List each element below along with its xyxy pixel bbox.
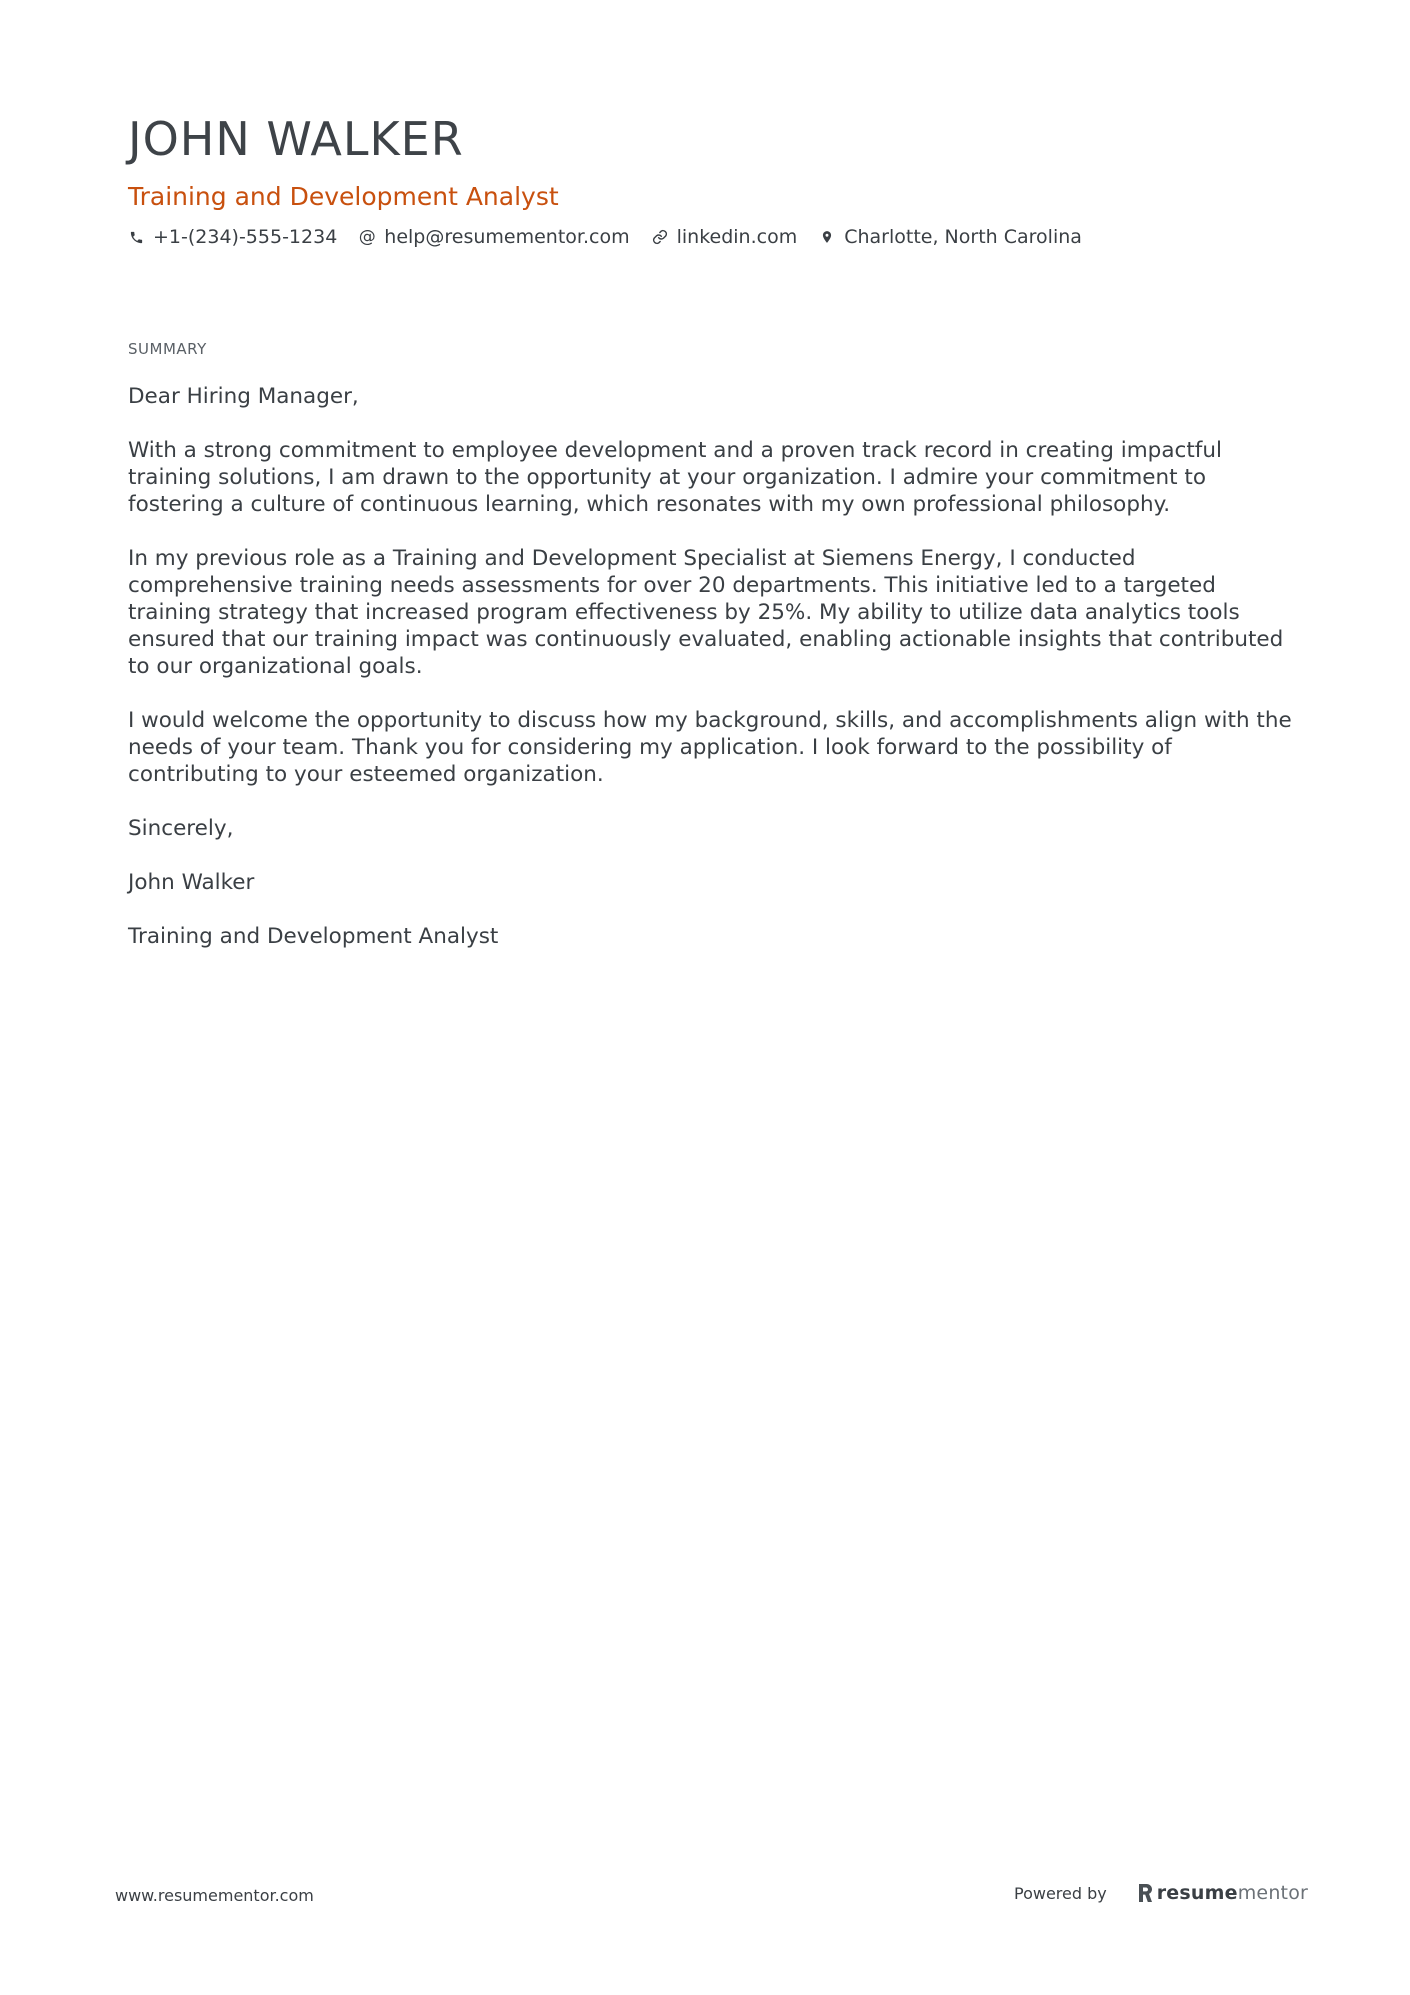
resumementor-logo-icon xyxy=(1137,1883,1153,1903)
contact-location-text: Charlotte, North Carolina xyxy=(844,226,1082,248)
signature-name: John Walker xyxy=(128,870,255,895)
contact-location xyxy=(819,226,1082,248)
letter-paragraph-2: In my previous role as a Training and Development Specialist at Siemens Energy, I conducted comprehensive training needs assessments for over 20 departments. This initiative led to a targeted training strategy that increased program effectiveness by 25%. My ability to utilize data analytics tools ensured that our training impact was continuously evaluated, enabling actionable insights that contributed to our organizational goals. xyxy=(128,546,1284,679)
letter-closing: Sincerely, xyxy=(128,816,234,841)
link-icon xyxy=(652,229,668,245)
candidate-name: JOHN WALKER xyxy=(128,112,464,166)
letter-greeting: Dear Hiring Manager, xyxy=(128,384,359,409)
contact-phone[interactable] xyxy=(128,226,337,248)
powered-by-label: Powered by xyxy=(1014,1883,1107,1903)
letter-paragraph-1: With a strong commitment to employee development and a proven track record in creating impactful training solutions, I am drawn to the opportunity at your organization. I admire your commitment to fostering a culture of continuous learning, which resonates with my own professional philosophy. xyxy=(128,438,1222,517)
contact-email-text: help@resumementor.com xyxy=(384,226,630,248)
contact-email[interactable] xyxy=(359,226,629,248)
map-pin-icon xyxy=(819,229,835,245)
brand-name-bold: resume xyxy=(1156,1882,1238,1904)
letter-paragraph-3: I would welcome the opportunity to discuss how my background, skills, and accomplishments align with the needs of your team. Thank you for considering my application. I look forward to the possibility of contributing to your esteemed organization. xyxy=(128,708,1292,787)
signature-title: Training and Development Analyst xyxy=(128,924,499,949)
section-heading-summary: SUMMARY xyxy=(128,340,207,358)
contact-phone-text: +1-(234)-555-1234 xyxy=(153,226,338,248)
contact-linkedin[interactable] xyxy=(652,226,798,248)
at-icon: @ xyxy=(358,227,376,247)
contact-bar xyxy=(128,226,1104,248)
contact-linkedin-text: linkedin.com xyxy=(676,226,798,248)
candidate-job-title: Training and Development Analyst xyxy=(128,182,559,211)
brand-logo[interactable] xyxy=(1137,1882,1308,1904)
letter-body xyxy=(128,383,1298,977)
footer-website-link[interactable]: www.resumementor.com xyxy=(115,1886,314,1905)
footer-powered-by xyxy=(1014,1882,1308,1904)
brand-name-light: mentor xyxy=(1237,1882,1309,1904)
phone-icon xyxy=(128,229,144,245)
